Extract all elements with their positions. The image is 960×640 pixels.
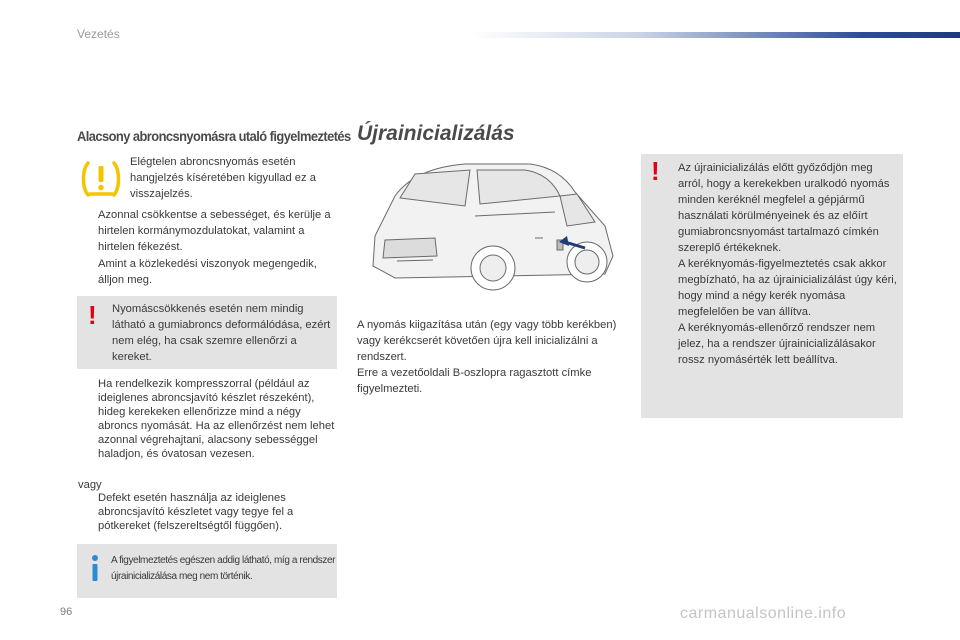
left-section-title: Alacsony abroncsnyomásra utaló figyelmeztetés	[77, 128, 351, 144]
page-header-title: Vezetés	[77, 27, 120, 41]
bullet-text: Azonnal csökkentse a sebességet, és kerülje a hirtelen kormánymozdulatokat, valamint a hirtelen fékezést.	[98, 209, 331, 253]
tyre-pressure-warning-icon	[80, 158, 122, 200]
car-illustration	[355, 156, 625, 306]
or-separator: vagy	[78, 479, 102, 491]
info-box-text: A figyelmeztetés egészen addig látható, míg a rendszer újrainicializálása meg nem történik.	[111, 555, 336, 582]
warning-intro-text: Elégtelen abroncsnyomás esetén hangjelzés kíséretében kigyullad ez a visszajelzés.	[130, 156, 316, 200]
page-number: 96	[60, 606, 73, 618]
exclamation-icon: !	[88, 300, 97, 330]
bullet-text: Amint a közlekedési viszonyok megengedik, álljon meg.	[98, 258, 317, 286]
right-section-title: Újrainicializálás	[357, 122, 515, 145]
pressure-loss-warning-text: Nyomáscsökkenés esetén nem mindig látható a gumiabroncs deformálódása, ezért nem elég, ha csak szemre ellenőrzi a kereket.	[112, 303, 331, 363]
header-accent-bar	[470, 32, 960, 38]
watermark: carmanualsonline.info	[680, 605, 847, 622]
reinit-warning-text: Az újrainicializálás előtt győződjön meg arról, hogy a kerekekben uralkodó nyomás minden keréknél megfelel a gépjármű használati körülményeinek és az előírt gumiabroncsnyomást tartalmazó címkén szereplő értékeknek. A keréknyomás-figyelmeztetés csak akkor megbízható, ha az újrainicializálást úgy kéri, hogy mind a négy kerék nyomása megfelelően be van állítva. A keréknyomás-ellenőrző rendszer nem jelez, ha a rendszer újrainicializálásakor rossz nyomásérték lett beállítva.	[678, 162, 897, 366]
info-icon	[88, 553, 102, 583]
bullet-text: Defekt esetén használja az ideiglenes abroncsjavító készletet vagy tegye fel a pótkereket (felszereltségtől függően).	[98, 492, 294, 532]
reinit-body-text: A nyomás kiigazítása után (egy vagy több kerékben) vagy kerékcserét követően újra kell inicializálni a rendszert. Erre a vezetőoldali B-oszlopra ragasztott címke figyelmezteti.	[357, 319, 617, 395]
bullet-text: Ha rendelkezik kompresszorral (például az ideiglenes abroncsjavító készlet részeként), hideg kerekeken ellenőrizze mind a négy abroncs nyomását. Ha az ellenőrzést nem lehet azonnal végrehajtani, alacsony sebességgel haladjon, és óvatosan vezesen.	[98, 378, 335, 460]
exclamation-icon: !	[651, 156, 660, 186]
